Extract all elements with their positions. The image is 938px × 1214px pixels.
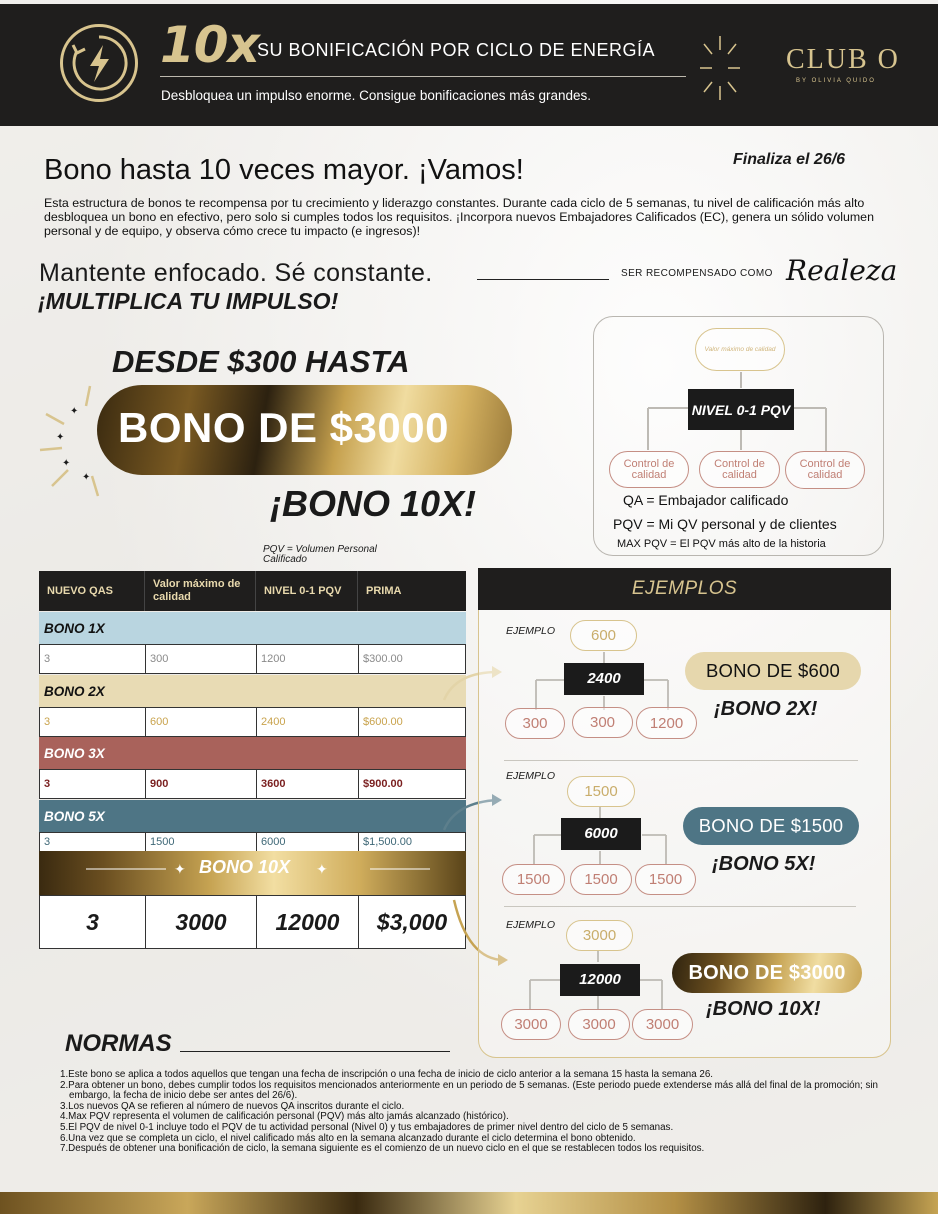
header-prize: PRIMA <box>366 584 402 597</box>
legend-center-node: NIVEL 0-1 PQV <box>688 389 794 430</box>
table-cell: 900 <box>146 770 257 798</box>
table-cell: 3 <box>40 833 146 851</box>
example-top-node: 3000 <box>566 920 633 951</box>
rank-signature: Realeza <box>786 254 898 287</box>
brand-logo: CLUB O <box>786 44 900 75</box>
legend-child-node: Control de calidad <box>785 451 865 489</box>
multiplier-heading: 10x <box>160 16 259 74</box>
example-result-pill: BONO DE $600 <box>685 652 861 690</box>
example-label: EJEMPLO <box>506 919 556 931</box>
tier-band: BONO 5X <box>39 800 466 832</box>
legend-qa-definition: QA = Embajador calificado <box>623 492 789 508</box>
tier-band: BONO 1X <box>39 612 466 644</box>
header-divider <box>160 76 686 77</box>
tier-band: BONO 2X <box>39 675 466 707</box>
table-cell: 1500 <box>146 833 257 851</box>
rule-item: 6.Una vez que se completa un ciclo, el nivel calificado más alto en la semana alcanzado durante el ciclo determina el bono obtenido. <box>60 1132 636 1144</box>
example-center-node: 12000 <box>560 964 640 996</box>
end-date: Finaliza el 26/6 <box>733 151 846 168</box>
svg-text:✦: ✦ <box>56 432 65 443</box>
example-child-node: 3000 <box>632 1009 693 1040</box>
rules-title: NORMAS <box>65 1030 172 1057</box>
header-max-quality: Valor máximo de calidad <box>145 571 256 611</box>
example-label: EJEMPLO <box>506 770 556 782</box>
header-subtitle: Desbloquea un impulso enorme. Consigue bonificaciones más grandes. <box>161 88 592 103</box>
table-cell: $1,500.00 <box>363 836 412 848</box>
header-pqv: NIVEL 0-1 PQV <box>256 571 358 611</box>
svg-text:✦: ✦ <box>82 472 91 483</box>
example-top-node: 1500 <box>567 776 635 807</box>
example-divider <box>504 760 858 761</box>
example-child-node: 1500 <box>570 864 632 895</box>
example-result-tag: ¡BONO 10X! <box>706 998 821 1020</box>
example-result-tag: ¡BONO 5X! <box>712 853 816 875</box>
focus-heading: Mantente enfocado. Sé constante. <box>39 259 433 287</box>
table-cell: 3 <box>40 645 146 673</box>
pqv-note: PQV = Volumen Personal Calificado <box>263 544 377 565</box>
example-child-node: 1500 <box>502 864 565 895</box>
examples-heading: EJEMPLOS <box>478 568 891 610</box>
tier-band: BONO 3X <box>39 737 466 769</box>
table-row <box>39 769 466 799</box>
lightning-power-icon <box>60 24 138 102</box>
legend-pqv-definition: PQV = Mi QV personal y de clientes <box>613 516 837 532</box>
example-child-node: 1200 <box>636 707 697 739</box>
multiply-heading: ¡MULTIPLICA TU IMPULSO! <box>38 288 339 314</box>
example-result-tag: ¡BONO 2X! <box>714 698 818 720</box>
table-cell: 6000 <box>257 833 359 851</box>
table-cell: 3 <box>40 708 146 736</box>
example-child-node: 300 <box>572 707 633 738</box>
table-cell: 1200 <box>257 645 359 673</box>
intro-paragraph: Esta estructura de bonos te recompensa por tu crecimiento y liderazgo constantes. Durante cada ciclo de 5 semanas, tu nivel de calificación más alto desbloquea un bono en efectivo, pero solo si cumples todos los requisitos. ¡Incorpora nuevos Embajadores Calificados (EC), genera un sólido volumen personal y de equipo, y observa cómo crece tu impacto (e ingresos)! <box>44 196 874 238</box>
svg-text:✦: ✦ <box>174 862 186 878</box>
footer-gold-band <box>0 1192 938 1214</box>
table-cell: 600 <box>146 708 257 736</box>
table-row <box>39 832 466 852</box>
rule-item: 2.Para obtener un bono, debes cumplir todos los requisitos mencionados anteriormente en un periodo de 5 semanas. (Este periodo puede extenderse más allá del final de la promoción; sin embargo, la fecha de inicio debe ser antes del 26/6). <box>60 1079 878 1102</box>
brand-subtitle: BY OLIVIA QUIDO <box>796 78 876 84</box>
rule-item: 1.Este bono se aplica a todos aquellos que tengan una fecha de inscripción o una fecha de inicio de ciclo anterior a la semana 15 hasta la semana 26. <box>60 1069 714 1080</box>
top-tier-cell: $3,000 <box>376 908 448 935</box>
legend-child-node: Control de calidad <box>699 451 780 488</box>
example-child-node: 3000 <box>501 1009 561 1040</box>
top-tier-cell: 3000 <box>146 896 257 948</box>
svg-text:✦: ✦ <box>62 458 71 469</box>
legend-top-node: Valor máximo de calidad <box>695 328 785 371</box>
example-label: EJEMPLO <box>506 625 556 637</box>
table-cell: 3 <box>40 770 146 798</box>
example-child-node: 300 <box>505 708 565 739</box>
svg-text:✦: ✦ <box>316 862 328 878</box>
legend-maxpqv-definition: MAX PQV = El PQV más alto de la historia <box>617 538 826 550</box>
focus-underline <box>477 279 609 280</box>
intro-title: Bono hasta 10 veces mayor. ¡Vamos! <box>44 154 524 186</box>
table-cell: $900.00 <box>363 778 403 790</box>
hero-bonus-text: BONO DE $3000 <box>118 404 449 451</box>
rule-item: 4.Max PQV representa el volumen de calificación personal (PQV) más alto jamás alcanzado (histórico). <box>60 1111 509 1123</box>
hero-from: DESDE $300 HASTA <box>112 344 410 379</box>
header-title: SU BONIFICACIÓN POR CICLO DE ENERGÍA <box>257 40 656 60</box>
table-cell: $600.00 <box>363 716 403 728</box>
rule-item: 3.Los nuevos QA se refieren al número de nuevos QA inscritos durante el ciclo. <box>60 1100 405 1112</box>
svg-text:✦: ✦ <box>70 406 79 417</box>
example-result-pill: BONO DE $1500 <box>683 807 859 845</box>
legend-child-node: Control de calidad <box>609 451 689 488</box>
rule-item: 7.Después de obtener una bonificación de ciclo, la semana siguiente es el comienzo de un nuevo ciclo en el que se restablecen todos los requisitos. <box>60 1143 705 1155</box>
example-divider <box>504 906 856 907</box>
rule-item: 5.El PQV de nivel 0-1 incluye todo el PQV de tu actividad personal (Nivel 0) y tus embajadores de primer nivel dentro del ciclo de 5 semanas. <box>60 1121 674 1133</box>
example-child-node: 1500 <box>635 864 696 895</box>
sparkle-burst-icon <box>698 32 742 104</box>
example-top-node: 600 <box>570 620 637 651</box>
table-cell: 2400 <box>257 708 359 736</box>
top-tier-row <box>39 895 466 949</box>
header-new-qas: NUEVO QAS <box>39 571 145 611</box>
table-row <box>39 644 466 674</box>
rules-underline <box>180 1051 450 1052</box>
example-center-node: 2400 <box>564 663 644 695</box>
hero-tag: ¡BONO 10X! <box>270 483 477 524</box>
table-row <box>39 707 466 737</box>
top-tier-cell: 3 <box>40 896 146 948</box>
top-tier-label: BONO 10X <box>199 857 291 877</box>
example-child-node: 3000 <box>568 1009 630 1040</box>
example-center-node: 6000 <box>561 818 641 850</box>
table-cell: $300.00 <box>363 653 403 665</box>
table-cell: 300 <box>146 645 257 673</box>
rewarded-label: SER RECOMPENSADO COMO <box>621 268 773 279</box>
example-result-pill: BONO DE $3000 <box>672 953 862 993</box>
rules-list <box>60 1070 898 1155</box>
top-tier-cell: 12000 <box>257 896 359 948</box>
table-cell: 3600 <box>257 770 359 798</box>
